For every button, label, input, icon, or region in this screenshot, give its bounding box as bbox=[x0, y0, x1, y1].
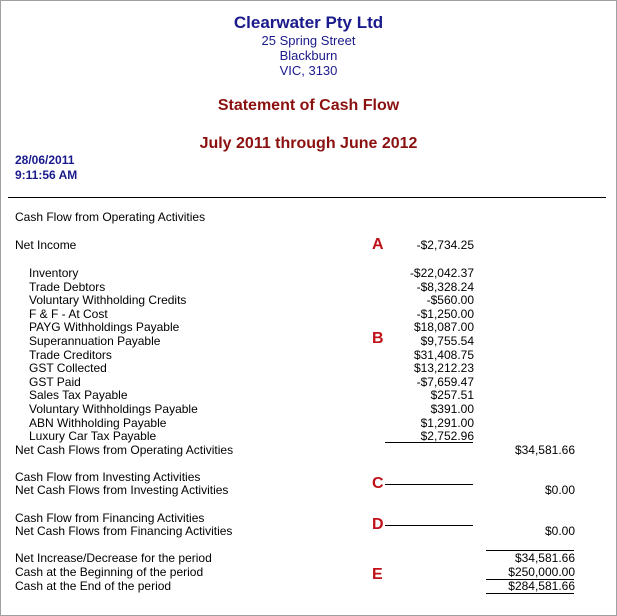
summary-label-beginning: Cash at the Beginning of the period bbox=[15, 565, 204, 579]
operating-item-value: $9,755.54 bbox=[420, 334, 474, 348]
operating-item-value: -$22,042.37 bbox=[409, 266, 474, 280]
net-income-value: -$2,734.25 bbox=[416, 238, 474, 252]
investing-net-value: $0.00 bbox=[544, 483, 575, 497]
operating-item-label: PAYG Withholdings Payable bbox=[29, 320, 180, 335]
marker-a: A bbox=[372, 236, 384, 253]
summary-value-beginning: $250,000.00 bbox=[508, 565, 575, 579]
marker-e: E bbox=[372, 566, 383, 583]
operating-net-value: $34,581.66 bbox=[514, 443, 575, 457]
summary-value-end: $284,581.66 bbox=[508, 579, 575, 593]
operating-item-label: Sales Tax Payable bbox=[29, 388, 128, 403]
investing-net-label: Net Cash Flows from Investing Activities bbox=[15, 483, 229, 497]
operating-heading: Cash Flow from Operating Activities bbox=[15, 210, 206, 224]
report-period: July 2011 through June 2012 bbox=[199, 135, 418, 152]
operating-item-label: ABN Withholding Payable bbox=[29, 415, 167, 430]
summary-label-end: Cash at the End of the period bbox=[15, 579, 172, 593]
report-time: 9:11:56 AM bbox=[15, 168, 78, 182]
operating-net-label: Net Cash Flows from Operating Activities bbox=[15, 443, 234, 457]
operating-item-value: -$1,250.00 bbox=[416, 306, 474, 321]
operating-item-value: -$7,659.47 bbox=[416, 374, 474, 389]
report-date: 28/06/2011 bbox=[15, 153, 75, 167]
operating-item-value: $257.51 bbox=[430, 388, 474, 403]
financing-net-value: $0.00 bbox=[544, 524, 575, 538]
operating-item-label: Voluntary Withholdings Payable bbox=[29, 402, 198, 416]
report-title: Statement of Cash Flow bbox=[217, 97, 400, 114]
operating-item-label: Luxury Car Tax Payable bbox=[29, 429, 157, 444]
summary-value-net-change: $34,581.66 bbox=[514, 551, 575, 565]
operating-item-value: -$560.00 bbox=[426, 293, 474, 308]
operating-item-label: Trade Debtors bbox=[29, 279, 106, 294]
financing-net-label: Net Cash Flows from Financing Activities bbox=[15, 524, 233, 538]
marker-d: D bbox=[372, 516, 384, 533]
operating-item-label: F & F - At Cost bbox=[29, 306, 108, 321]
operating-item-value: $391.00 bbox=[430, 402, 474, 416]
net-income-label: Net Income bbox=[15, 238, 77, 252]
operating-item-label: Trade Creditors bbox=[29, 347, 112, 362]
operating-item-label: GST Paid bbox=[29, 374, 81, 389]
operating-item-value: $1,291.00 bbox=[420, 415, 474, 430]
marker-c: C bbox=[372, 475, 384, 492]
address-line-3: VIC, 3130 bbox=[279, 63, 338, 78]
marker-b: B bbox=[372, 330, 384, 347]
operating-item-value: $18,087.00 bbox=[413, 320, 474, 335]
operating-item-value: $13,212.23 bbox=[413, 361, 474, 376]
header-divider bbox=[8, 197, 606, 198]
operating-item-value: -$8,328.24 bbox=[416, 279, 474, 294]
investing-heading: Cash Flow from Investing Activities bbox=[15, 470, 201, 484]
summary-bottom-rule bbox=[486, 593, 574, 594]
operating-item-value: $2,752.96 bbox=[420, 429, 474, 444]
operating-item-label: Inventory bbox=[29, 266, 79, 280]
operating-item-label: Voluntary Withholding Credits bbox=[29, 293, 187, 308]
summary-label-net-change: Net Increase/Decrease for the period bbox=[15, 551, 212, 565]
operating-item-label: GST Collected bbox=[29, 361, 107, 376]
operating-item-value: $31,408.75 bbox=[413, 347, 474, 362]
financing-heading: Cash Flow from Financing Activities bbox=[15, 511, 205, 525]
operating-item-label: Superannuation Payable bbox=[29, 334, 161, 348]
company-name: Clearwater Pty Ltd bbox=[233, 13, 384, 32]
address-line-2: Blackburn bbox=[279, 48, 338, 63]
address-line-1: 25 Spring Street bbox=[261, 33, 356, 48]
